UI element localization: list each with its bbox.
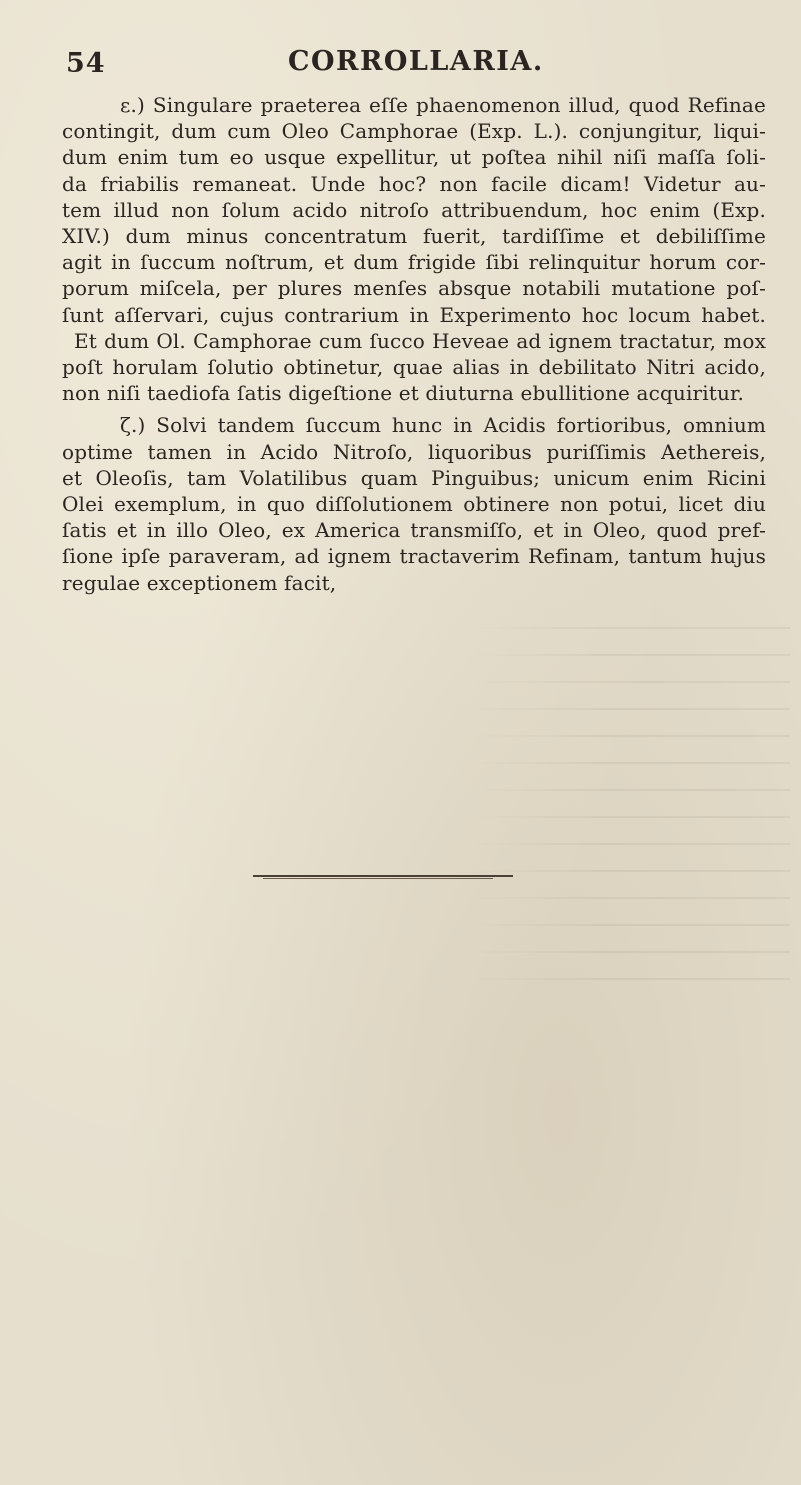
text-line: XIV.) dum minus concentratum fuerit, tardiſſime et debiliſſime xyxy=(62,224,766,249)
page-number: 54 xyxy=(66,48,106,79)
text-line: ſione ipſe paraveram, ad ignem tractaverim Refinam, tantum hujus xyxy=(62,544,766,569)
text-line: ſatis et in illo Oleo, ex America transmiſſo, et in Oleo, quod pref- xyxy=(62,518,766,543)
section-end-rule xyxy=(253,875,513,877)
text-line: contingit, dum cum Oleo Camphorae (Exp. L.). conjungitur, liqui- xyxy=(62,119,766,144)
text-line: poſt horulam ſolutio obtinetur, quae alias in debilitato Nitri acido, xyxy=(62,355,766,380)
text-line: tem illud non ſolum acido nitroſo attribuendum, hoc enim (Exp. xyxy=(62,197,766,222)
body-text xyxy=(62,92,766,596)
paragraph-epsilon xyxy=(62,92,766,406)
text-line: da friabilis remaneat. Unde hoc? non facile dicam! Videtur au- xyxy=(62,171,766,196)
text-line: Olei exemplum, in quo diſſolutionem obtinere non potui, licet diu xyxy=(62,492,766,517)
text-line: dum enim tum eo usque expellitur, ut poſtea nihil niſi maſſa ſoli- xyxy=(62,145,766,170)
bleed-through-texture xyxy=(470,620,790,980)
text-line: ζ.) Solvi tandem ſuccum hunc in Acidis fortioribus, omnium xyxy=(120,413,766,438)
text-line: agit in ſuccum noſtrum, et dum frigide ſibi relinquitur horum cor- xyxy=(62,250,766,275)
paragraph-zeta xyxy=(62,412,766,595)
text-line: ε.) Singulare praeterea eſſe phaenomenon illud, quod Refinae xyxy=(120,93,766,117)
running-head: CORROLLARIA. xyxy=(288,46,544,77)
page-header xyxy=(60,42,760,82)
text-line: porum miſcela, per plures menſes absque notabili mutatione poſ- xyxy=(62,276,766,301)
text-line: regulae exceptionem facit, xyxy=(62,570,337,595)
text-line: ſunt aſſervari, cujus contrarium in Experimento hoc locum habet. xyxy=(62,302,766,327)
text-line: Et dum Ol. Camphorae cum ſucco Heveae ad ignem tractatur, mox xyxy=(74,328,766,353)
text-line: non niſi taediofa ſatis digeſtione et diuturna ebullitione acquiritur. xyxy=(62,381,744,406)
text-line: optime tamen in Acido Nitroſo, liquoribus puriſſimis Aethereis, xyxy=(62,439,766,464)
text-line: et Oleoſis, tam Volatilibus quam Pinguibus; unicum enim Ricini xyxy=(62,465,766,490)
